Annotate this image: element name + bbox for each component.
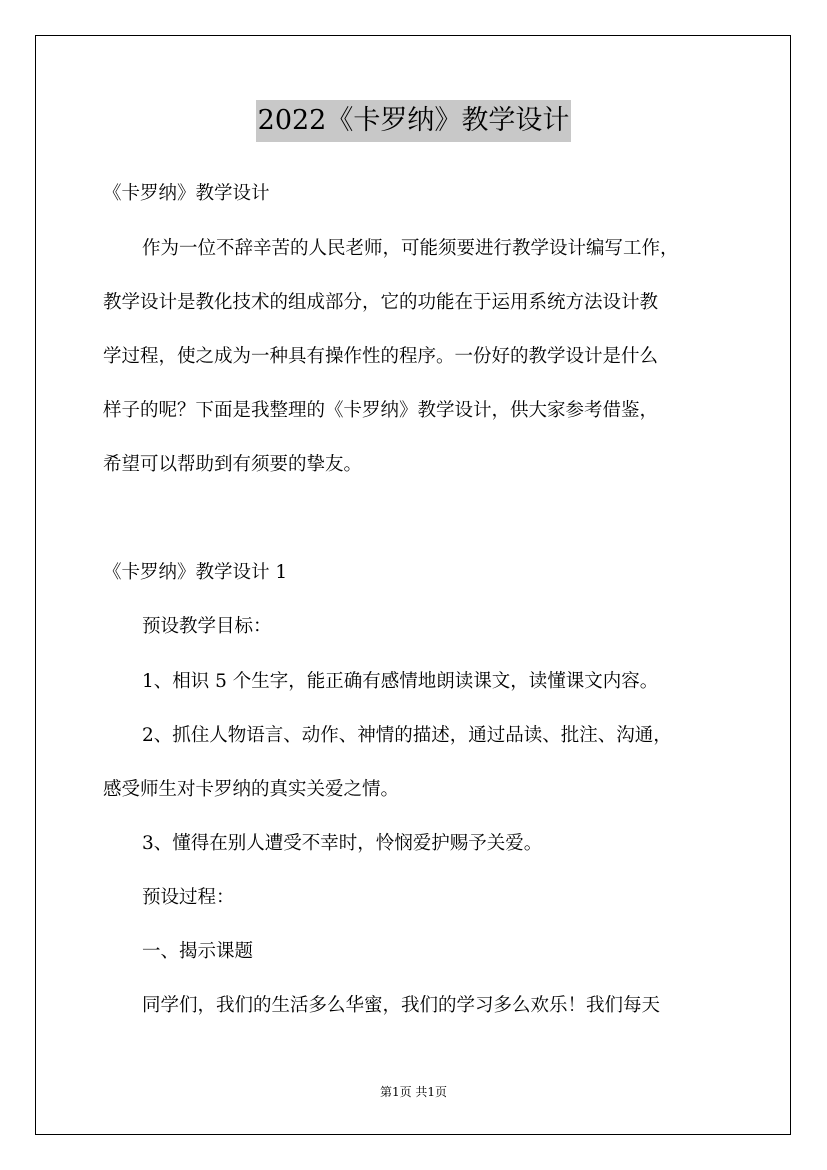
paragraph-line: 2、抓住人物语言、动作、神情的描述，通过品读、批注、沟通， — [142, 725, 672, 746]
paragraph-line: 预设教学目标： — [142, 616, 272, 637]
paragraph-line: 1、相识 5 个生字，能正确有感情地朗读课文，读懂课文内容。 — [142, 671, 659, 692]
paragraph-line: 感受师生对卡罗纳的真实关爱之情。 — [103, 779, 400, 800]
heading-line: 《卡罗纳》教学设计 — [103, 183, 270, 204]
paragraph-line: 学过程，使之成为一种具有操作性的程序。一份好的教学设计是什么 — [103, 346, 659, 367]
document-title-wrap — [0, 100, 827, 142]
paragraph-line: 3、懂得在别人遭受不幸时，怜悯爱护赐予关爱。 — [142, 833, 543, 854]
paragraph-line: 一、揭示课题 — [142, 941, 254, 962]
paragraph-line: 样子的呢？下面是我整理的《卡罗纳》教学设计，供大家参考借鉴， — [103, 400, 659, 421]
paragraph-line: 预设过程： — [142, 887, 235, 908]
paragraph-line: 希望可以帮助到有须要的挚友。 — [103, 454, 363, 475]
paragraph-line: 作为一位不辞辛苦的人民老师，可能须要进行教学设计编写工作， — [142, 238, 679, 259]
page-number-footer: 第1页 共1页 — [379, 1085, 448, 1099]
section-heading: 《卡罗纳》教学设计 1 — [103, 562, 288, 583]
paragraph-line: 同学们，我们的生活多么华蜜，我们的学习多么欢乐！我们每天 — [142, 995, 661, 1016]
paragraph-line: 教学设计是教化技术的组成部分，它的功能在于运用系统方法设计教 — [103, 292, 659, 313]
document-title: 2022《卡罗纳》教学设计 — [256, 100, 572, 142]
